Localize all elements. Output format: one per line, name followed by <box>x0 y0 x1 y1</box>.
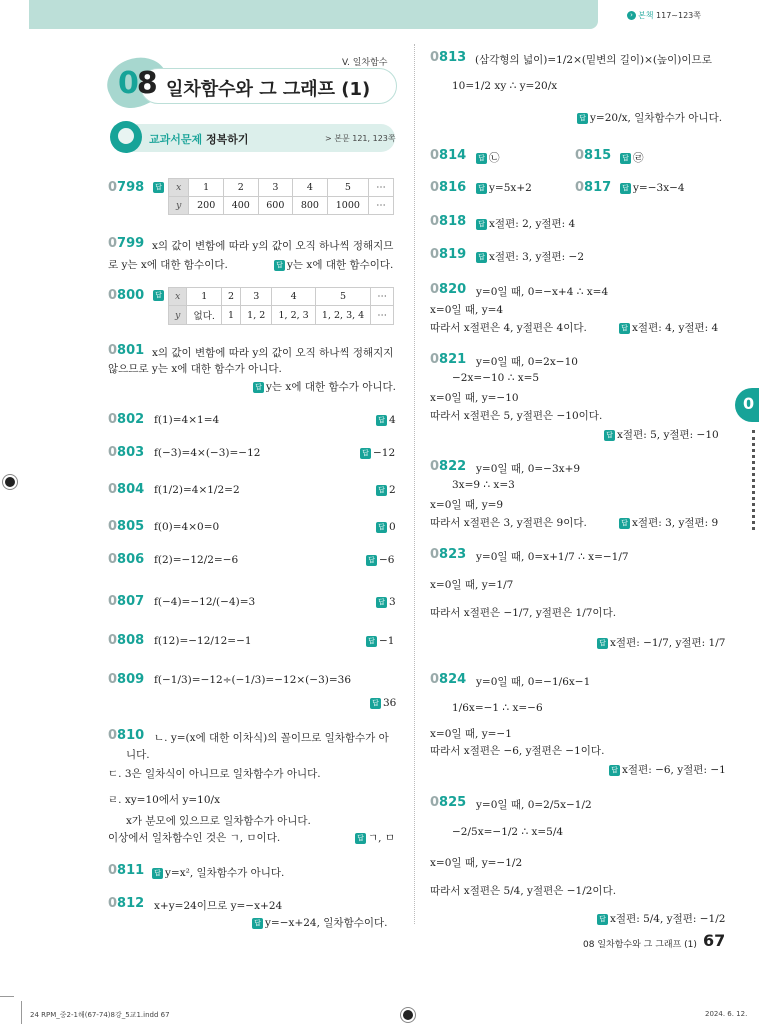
text-0824-line3: x=0일 때, y=−1 <box>430 728 512 740</box>
answer-icon: 답 <box>370 698 381 709</box>
answer-icon: 답 <box>376 415 387 426</box>
table-cell: 1, 2 <box>241 306 272 325</box>
table-cell: ⋯ <box>368 197 393 215</box>
answer-0819: 답 x절편: 3, y절편: −2 <box>476 249 584 264</box>
table-0798 <box>168 178 394 215</box>
text-0823-line2: x=0일 때, y=1/7 <box>430 579 514 591</box>
problem-number-0807: 0807 <box>108 594 145 609</box>
answer-icon: 답 <box>620 183 631 194</box>
problem-number-0823: 0823 <box>430 547 467 562</box>
book-ref-label: 본책 <box>638 11 654 20</box>
side-tab-text <box>752 430 759 530</box>
problem-number-0819: 0819 <box>430 247 467 262</box>
unit-label: V. 일차함수 <box>342 58 388 68</box>
problem-number-0824: 0824 <box>430 672 467 687</box>
section-title-colored: 교과서문제 <box>149 133 203 146</box>
table-cell: 2 <box>221 288 240 306</box>
answer-icon: 답 <box>597 638 608 649</box>
answer-icon: 답 <box>376 522 387 533</box>
expr-0812: x+y=24이므로 y=−x+24 <box>154 900 283 912</box>
table-cell: 4 <box>272 288 315 306</box>
problem-number-0806: 0806 <box>108 552 145 567</box>
answer-icon: 답 <box>597 914 608 925</box>
answer-icon: 답 <box>577 113 588 124</box>
table-cell: 1 <box>187 288 222 306</box>
answer-0799: 답 y는 x에 대한 함수이다. <box>274 257 393 272</box>
problem-number-0800: 0800 <box>108 288 145 303</box>
text-0799-line1: x의 값이 변함에 따라 y의 값이 오직 하나씩 정해지므 <box>152 240 394 252</box>
table-cell: 5 <box>315 288 371 306</box>
table-cell: 없다. <box>187 306 222 325</box>
table-header-cell: x <box>169 288 187 306</box>
text-0824-line1: y=0일 때, 0=−1/6x−1 <box>476 676 591 688</box>
mascot-icon <box>110 121 142 153</box>
table-cell: 5 <box>327 179 368 197</box>
answer-icon: 답 <box>376 597 387 608</box>
table-row <box>169 179 394 197</box>
table-row <box>169 288 394 306</box>
section-title <box>149 131 249 147</box>
text-0810-line5: x가 분모에 있으므로 일차함수가 아니다. <box>126 815 311 827</box>
problem-number-0825: 0825 <box>430 795 467 810</box>
problem-number-0802: 0802 <box>108 412 145 427</box>
text-0813-line1: (삼각형의 넓이)=1/2×(밑변의 길이)×(높이)이므로 <box>475 54 712 66</box>
answer-icon: 답 <box>153 182 164 193</box>
answer-icon: 답 <box>609 765 620 776</box>
table-cell: 1 <box>221 306 240 325</box>
table-cell: 4 <box>293 179 328 197</box>
expr-0803: f(−3)=4×(−3)=−12 <box>154 447 261 459</box>
answer-icon: 답 <box>360 448 371 459</box>
book-reference <box>627 10 701 21</box>
answer-0811: 답 y=x², 일차함수가 아니다. <box>152 865 284 880</box>
text-0821-line3: x=0일 때, y=−10 <box>430 392 519 404</box>
table-cell: 1000 <box>327 197 368 215</box>
table-cell: 400 <box>223 197 258 215</box>
problem-number-0803: 0803 <box>108 445 145 460</box>
text-0823-line3: 따라서 x절편은 −1/7, y절편은 1/7이다. <box>430 607 617 619</box>
answer-icon: 답 <box>476 252 487 263</box>
crop-mark <box>0 996 14 997</box>
answer-0821: 답 x절편: 5, y절편: −10 <box>604 427 719 442</box>
table-cell: 2 <box>223 179 258 197</box>
answer-0823: 답 x절편: −1/7, y절편: 1/7 <box>597 635 725 650</box>
table-header-cell: x <box>169 179 189 197</box>
expr-0808: f(12)=−12/12=−1 <box>154 635 252 647</box>
answer-0801: 답 y는 x에 대한 함수가 아니다. <box>253 379 396 394</box>
problem-number-0798: 0798 <box>108 180 145 195</box>
text-0810-line6: 이상에서 일차함수인 것은 ㄱ, ㅁ이다. <box>108 832 281 844</box>
table-cell: ⋯ <box>371 288 394 306</box>
expr-0809: f(−1/3)=−12÷(−1/3)=−12×(−3)=36 <box>154 674 352 686</box>
table-cell: 3 <box>258 179 293 197</box>
table-0800 <box>168 287 394 325</box>
text-0825-line1: y=0일 때, 0=2/5x−1/2 <box>476 799 592 811</box>
table-cell: 1 <box>189 179 224 197</box>
expr-0807: f(−4)=−12/(−4)=3 <box>154 596 256 608</box>
text-0799-line2: 로 y는 x에 대한 함수이다. <box>108 259 228 271</box>
problem-number-0810: 0810 <box>108 728 145 743</box>
section-reference: > 본문 121, 123쪽 <box>325 134 396 143</box>
expr-0804: f(1/2)=4×1/2=2 <box>154 484 240 496</box>
table-cell: 3 <box>241 288 272 306</box>
problem-number-0814: 0814 <box>430 148 467 163</box>
problem-number-0816: 0816 <box>430 180 467 195</box>
answer-0816: 답 y=5x+2 <box>476 182 532 194</box>
answer-icon: 답 <box>253 382 264 393</box>
problem-number-0821: 0821 <box>430 352 467 367</box>
text-0824-line4: 따라서 x절편은 −6, y절편은 −1이다. <box>430 745 605 757</box>
text-0821-line1: y=0일 때, 0=2x−10 <box>476 356 578 368</box>
answer-icon: 답 <box>152 868 163 879</box>
answer-0825: 답 x절편: 5/4, y절편: −1/2 <box>597 911 725 926</box>
table-header-cell: y <box>169 306 187 325</box>
table-cell: 1, 2, 3, 4 <box>315 306 371 325</box>
problem-number-0809: 0809 <box>108 672 145 687</box>
text-0824-line2: 1/6x=−1 ∴ x=−6 <box>452 702 543 714</box>
table-header-cell: y <box>169 197 189 215</box>
text-0821-line4: 따라서 x절편은 5, y절편은 −10이다. <box>430 410 603 422</box>
answer-0818: 답 x절편: 2, y절편: 4 <box>476 216 575 231</box>
answer-0806: 답 −6 <box>366 554 394 566</box>
problem-number-0808: 0808 <box>108 633 145 648</box>
table-cell: 200 <box>189 197 224 215</box>
text-0820-line1: y=0일 때, 0=−x+4 ∴ x=4 <box>476 286 609 298</box>
text-0810-line2: 니다. <box>126 749 150 761</box>
section-title-rest: 정복하기 <box>205 133 249 146</box>
table-cell: 600 <box>258 197 293 215</box>
footer-chapter: 08 일차함수와 그 그래프 (1) <box>583 940 697 950</box>
answer-0803: 답 −12 <box>360 447 395 459</box>
text-0810-line1: ㄴ. y=(x에 대한 이차식)의 꼴이므로 일차함수가 아 <box>154 732 389 744</box>
text-0820-line3: 따라서 x절편은 4, y절편은 4이다. <box>430 322 587 334</box>
text-0822-line2: 3x=9 ∴ x=3 <box>452 479 515 491</box>
text-0810-line4: ㄹ. xy=10에서 y=10/x <box>108 794 221 806</box>
text-0801-line1: x의 값이 변함에 따라 y의 값이 오직 하나씩 정해지지 <box>152 347 394 359</box>
arrow-right-icon: › <box>627 11 636 20</box>
answer-0812: 답 y=−x+24, 일차함수이다. <box>252 915 387 930</box>
table-cell: 800 <box>293 197 328 215</box>
top-band-right <box>298 0 598 29</box>
problem-number-0822: 0822 <box>430 459 467 474</box>
answer-icon: 답 <box>252 918 263 929</box>
problem-number-0805: 0805 <box>108 519 145 534</box>
top-band <box>29 0 298 29</box>
problem-number-0811: 0811 <box>108 863 145 878</box>
problem-number-0812: 0812 <box>108 896 145 911</box>
chapter-title: 일차함수와 그 그래프 (1) <box>166 79 371 100</box>
answer-0804: 답 2 <box>376 484 396 496</box>
answer-0814: 답 ㉡ <box>476 150 500 165</box>
book-ref-pages: 117~123쪽 <box>656 11 701 20</box>
expr-0806: f(2)=−12/2=−6 <box>154 554 239 566</box>
answer-icon: 답 <box>476 153 487 164</box>
text-0825-line4: 따라서 x절편은 5/4, y절편은 −1/2이다. <box>430 885 617 897</box>
answer-0824: 답 x절편: −6, y절편: −1 <box>609 762 726 777</box>
problem-number-0801: 0801 <box>108 343 145 358</box>
text-0820-line2: x=0일 때, y=4 <box>430 304 504 316</box>
answer-0820: 답 x절편: 4, y절편: 4 <box>619 320 718 335</box>
registration-mark-icon <box>401 1008 415 1022</box>
table-cell: ⋯ <box>371 306 394 325</box>
text-0825-line3: x=0일 때, y=−1/2 <box>430 857 523 869</box>
text-0825-line2: −2/5x=−1/2 ∴ x=5/4 <box>452 826 564 838</box>
answer-0802: 답 4 <box>376 414 396 426</box>
answer-icon: 답 <box>366 555 377 566</box>
print-date: 2024. 6. 12. <box>705 1010 748 1018</box>
text-0822-line1: y=0일 때, 0=−3x+9 <box>476 463 581 475</box>
text-0821-line2: −2x=−10 ∴ x=5 <box>452 372 540 384</box>
text-0810-line3: ㄷ. 3은 일차식이 아니므로 일차함수가 아니다. <box>108 768 321 780</box>
answer-icon: 답 <box>619 323 630 334</box>
answer-0810: 답 ㄱ, ㅁ <box>355 830 395 845</box>
table-row <box>169 306 394 325</box>
text-0823-line1: y=0일 때, 0=x+1/7 ∴ x=−1/7 <box>476 551 629 563</box>
table-cell: 1, 2, 3 <box>272 306 315 325</box>
page-number: 67 <box>703 931 726 950</box>
table-cell: ⋯ <box>368 179 393 197</box>
problem-number-0813: 0813 <box>430 50 467 65</box>
problem-number-0804: 0804 <box>108 482 145 497</box>
expr-0805: f(0)=4×0=0 <box>154 521 220 533</box>
answer-0805: 답 0 <box>376 521 396 533</box>
answer-0822: 답 x절편: 3, y절편: 9 <box>619 515 718 530</box>
answer-icon: 답 <box>366 636 377 647</box>
text-0822-line4: 따라서 x절편은 3, y절편은 9이다. <box>430 517 587 529</box>
chapter-side-tab <box>735 388 759 422</box>
chapter-number: 08 <box>118 66 156 101</box>
problem-number-0818: 0818 <box>430 214 467 229</box>
side-tab-label: 0 <box>743 394 755 413</box>
problem-number-0799: 0799 <box>108 236 145 251</box>
answer-0808: 답 −1 <box>366 635 394 647</box>
print-slug: 24 RPM_중2-1해(67-74)8강_5교1.indd 67 <box>30 1011 170 1019</box>
problem-number-0815: 0815 <box>575 148 612 163</box>
answer-icon: 답 <box>376 485 387 496</box>
text-0801-line2: 않으므로 y는 x에 대한 함수가 아니다. <box>108 363 282 375</box>
answer-0807: 답 3 <box>376 596 396 608</box>
answer-icon: 답 <box>153 290 164 301</box>
answer-0809: 답 36 <box>370 697 396 709</box>
answer-icon: 답 <box>274 260 285 271</box>
crop-mark <box>21 1001 22 1024</box>
column-divider <box>414 44 415 924</box>
answer-0817: 답 y=−3x−4 <box>620 182 685 194</box>
text-0813-line2: 10=1/2 xy ∴ y=20/x <box>452 80 558 92</box>
expr-0802: f(1)=4×1=4 <box>154 414 220 426</box>
problem-number-0820: 0820 <box>430 282 467 297</box>
answer-icon: 답 <box>604 430 615 441</box>
text-0822-line3: x=0일 때, y=9 <box>430 499 504 511</box>
answer-icon: 답 <box>355 833 366 844</box>
answer-icon: 답 <box>476 219 487 230</box>
answer-0815: 답 ㉣ <box>620 150 644 165</box>
answer-0813: 답 y=20/x, 일차함수가 아니다. <box>577 110 722 125</box>
answer-icon: 답 <box>619 518 630 529</box>
answer-icon: 답 <box>620 153 631 164</box>
answer-icon: 답 <box>476 183 487 194</box>
registration-mark-icon <box>3 475 17 489</box>
table-row <box>169 197 394 215</box>
problem-number-0817: 0817 <box>575 180 612 195</box>
